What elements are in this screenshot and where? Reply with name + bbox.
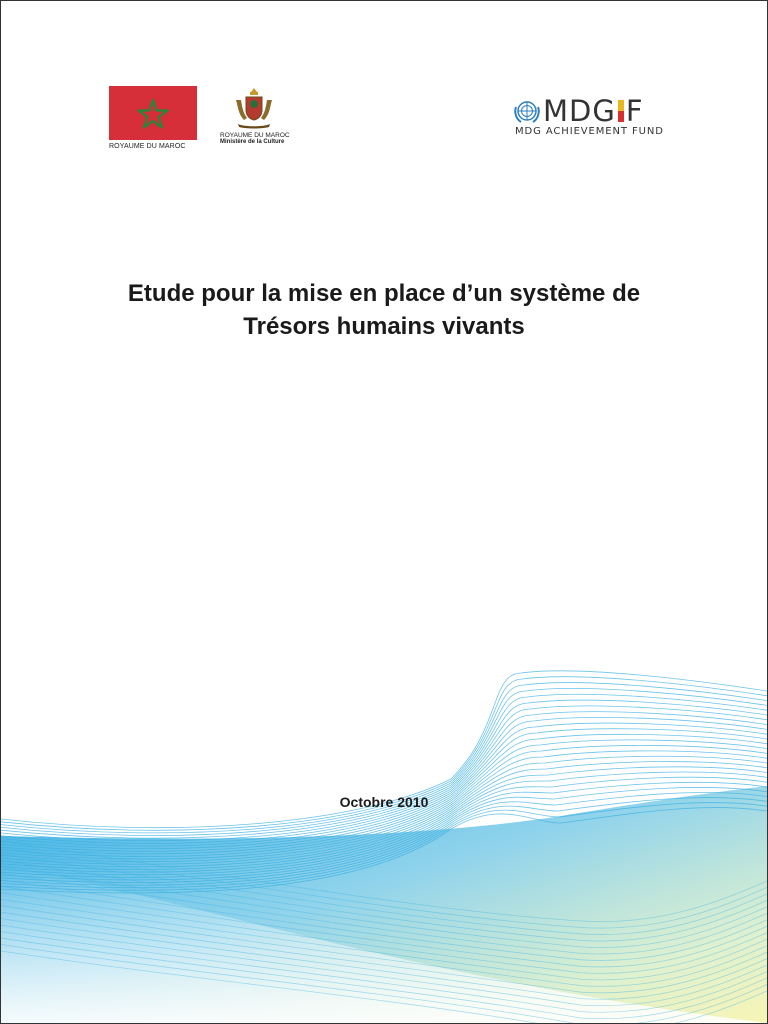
document-title xyxy=(1,277,767,343)
mdgf-wordmark-right: F xyxy=(625,94,644,128)
un-emblem-icon xyxy=(513,97,541,125)
mdgf-tagline: MDG ACHIEVEMENT FUND xyxy=(515,126,664,137)
mdgf-logo xyxy=(513,94,673,137)
decorative-wave-background xyxy=(1,1,767,1023)
mdgf-wordmark xyxy=(543,94,644,128)
morocco-flag-logo xyxy=(109,86,199,150)
publication-date: Octobre 2010 xyxy=(339,794,429,810)
title-line-2: Trésors humains vivants xyxy=(243,313,525,340)
crest-caption-line2: Ministère de la Culture xyxy=(220,139,285,145)
morocco-flag-icon xyxy=(109,86,197,140)
crest-caption-line1: ROYAUME DU MAROC xyxy=(220,132,290,139)
mdgf-wordmark-left: MDG xyxy=(543,94,616,128)
title-line-1: Etude pour la mise en place d’un système de xyxy=(127,280,641,307)
royal-coat-of-arms-icon xyxy=(232,86,276,130)
flag-caption: ROYAUME DU MAROC xyxy=(109,143,186,150)
mdgf-colored-i xyxy=(618,100,624,122)
ministry-crest-logo xyxy=(220,86,310,145)
